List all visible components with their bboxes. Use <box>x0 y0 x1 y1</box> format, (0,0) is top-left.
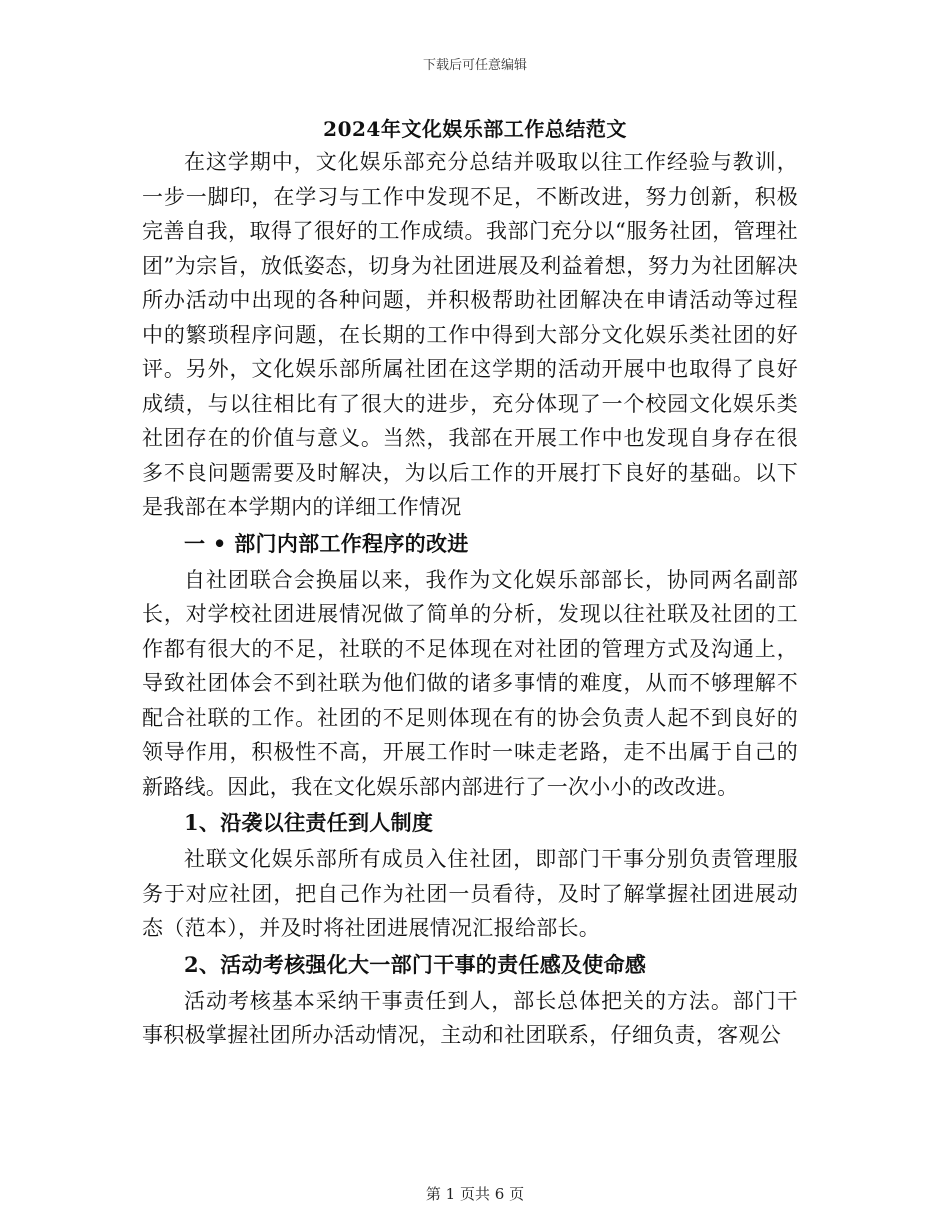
section-1-paragraph: 自社团联合会换届以来，我作为文化娱乐部部长，协同两名副部长，对学校社团进展情况做了简单的分析，发现以往社联及社团的工作都有很大的不足，社联的不足体现在对社团的管理方式及沟通上，导致社团体会不到社联为他们做的诸多事情的难度，从而不够理解不配合社联的工作。社团的不足则体现在有的协会负责人起不到良好的领导作用，积极性不高，开展工作时一味走老路，走不出属于自己的新路线。因此，我在文化娱乐部内部进行了一次小小的改改进。 <box>142 567 798 799</box>
intro-paragraph: 在这学期中，文化娱乐部充分总结并吸取以往工作经验与教训，一步一脚印，在学习与工作中发现不足，不断改进，努力创新，积极完善自我，取得了很好的工作成绩。我部门充分以“服务社团，管理社团”为宗旨，放低姿态，切身为社团进展及利益着想，努力为社团解决所办活动中出现的各种问题，并积极帮助社团解决在申请活动等过程中的繁琐程序问题，在长期的工作中得到大部分文化娱乐类社团的好评。另外，文化娱乐部所属社团在这学期的活动开展中也取得了良好成绩，与以往相比有了很大的进步，充分体现了一个校园文化娱乐类社团存在的价值与意义。当然，我部在开展工作中也发现自身存在很多不良问题需要及时解决，为以后工作的开展打下良好的基础。以下是我部在本学期内的详细工作情况 <box>142 150 798 519</box>
subsection-heading-1: 1、沿袭以往责任到人制度 <box>184 810 434 835</box>
subsection-2-paragraph: 活动考核基本采纳干事责任到人，部长总体把关的方法。部门干事积极掌握社团所办活动情况，主动和社团联系，仔细负责，客观公 <box>142 988 798 1047</box>
document-body <box>142 145 798 1053</box>
subsection-1-paragraph: 社联文化娱乐部所有成员入住社团，即部门干事分别负责管理服务于对应社团，把自己作为社团一员看待，及时了解掌握社团进展动态（范本），并及时将社团进展情况汇报给部长。 <box>142 847 798 940</box>
subsection-heading-2: 2、活动考核强化大一部门干事的责任感及使命感 <box>184 951 647 977</box>
section-heading-1: 一 • 部门内部工作程序的改进 <box>184 530 469 556</box>
page-number-footer: 第 1 页共 6 页 <box>425 1185 525 1203</box>
header-note: 下载后可任意编辑 <box>422 58 527 73</box>
document-title: 2024年文化娱乐部工作总结范文 <box>323 117 627 141</box>
